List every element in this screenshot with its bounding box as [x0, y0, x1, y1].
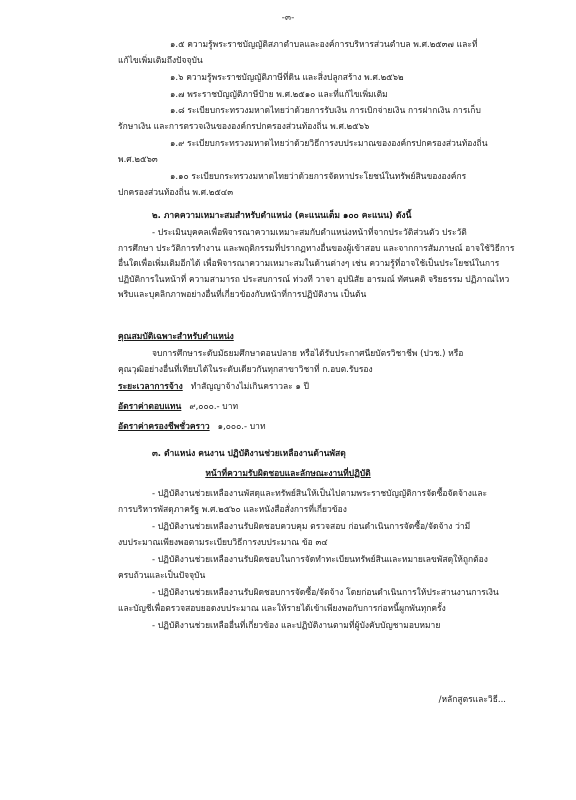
section-2-body	[118, 226, 518, 304]
qualifications-label: คุณสมบัติเฉพาะสำหรับตำแหน่ง	[118, 332, 234, 342]
section-2-heading-text: ๒. ภาคความเหมาะสมสำหรับตำแหน่ง (คะแนนเต็ม ๑๐๐ คะแนน) ดังนี้	[152, 211, 412, 221]
duty-item-continuation: งบประมาณเพียงพอตามระเบียบวิธีการงบประมาณ ข้อ ๓๔	[118, 537, 328, 548]
qualifications-body-first: จบการศึกษาระดับมัธยมศึกษาตอนปลาย หรือได้รับประกาศนียบัตรวิชาชีพ (ปวช.) หรือ	[152, 349, 464, 359]
duty-item-text: - ปฏิบัติงานช่วยเหลืองานรับผิดชอบการจัดซื้อ/จัดจ้าง โดยก่อนดำเนินการให้ประสานงานการเงิน	[152, 588, 499, 598]
contract-value: ทำสัญญาจ้างไม่เกินคราวละ ๑ ปี	[190, 382, 309, 392]
duty-item-continuation: ครบถ้วนและเป็นปัจจุบัน	[118, 570, 206, 581]
list-item-1-5	[118, 38, 518, 69]
duty-item-continuation: และบัญชีเพื่อตรวจสอบยอดงบประมาณ และให้รายได้เข้าเพียงพอกับการก่อหนี้ผูกพันทุกครั้ง	[118, 603, 446, 614]
list-item-continuation: แก้ไขเพิ่มเติมถึงปัจจุบัน	[118, 55, 203, 66]
duty-item-text: - ปฏิบัติงานช่วยเหลืองานรับผิดชอบควบคุม ตรวจสอบ ก่อนดำเนินการจัดซื้อ/จัดจ้าง ว่ามี	[152, 522, 471, 532]
list-item-continuation: พ.ศ.๒๕๖๓	[118, 154, 158, 165]
allowance-label: อัตราค่าครองชีพชั่วคราว	[118, 422, 210, 432]
section-2-body-first: - ประเมินบุคคลเพื่อพิจารณาความเหมาะสมกับตำแหน่งหน้าที่จากประวัติส่วนตัว ประวัติ	[152, 228, 467, 238]
position-3-heading: ๓. ตำแหน่ง คนงาน ปฏิบัติงานช่วยเหลืองานด้านพัสดุ	[152, 449, 346, 459]
duty-item-text: - ปฏิบัติงานช่วยเหลืออื่นที่เกี่ยวข้อง และปฏิบัติงานตามที่ผู้บังคับบัญชามอบหมาย	[152, 621, 441, 631]
duty-item-1	[118, 487, 518, 518]
section-2-body-rest: การศึกษา ประวัติการทำงาน และพฤติกรรมที่ปรากฏทางอื่นของผู้เข้าสอบ และจากการสัมภาษณ์ อาจใช้วิธีการอื่นใดเพื่อเพิ่มเติมอีกได้ เพื่อพิจารณาความเหมาะสมในด้านต่างๆ เช่น ความรู้ที่อาจใช้เป็นประโยชน์ในการปฏิบัติการในหน้าที่ ความสามารถ ประสบการณ์ ท่วงที วาจา อุปนิสัย อารมณ์ ทัศนคติ จริยธรรม ปฏิภาณไหวพริบและบุคลิกภาพอย่างอื่นที่เกี่ยวข้องกับหน้าที่การปฏิบัติงาน เป็นต้น	[118, 243, 515, 300]
list-item-text: ๑.๕ ความรู้พระราชบัญญัติสภาตำบลและองค์การบริหารส่วนตำบล พ.ศ.๒๕๓๗ และที่	[170, 40, 478, 50]
list-item-1-7	[118, 88, 518, 104]
list-item-text: ๑.๙ ระเบียบกระทรวงมหาดไทยว่าด้วยวิธีการงบประมาณขององค์กรปกครองส่วนท้องถิ่น	[170, 139, 488, 149]
duty-item-text: - ปฏิบัติงานช่วยเหลืองานรับผิดชอบในการจัดทำทะเบียนทรัพย์สินและหมายเลขพัสดุให้ถูกต้อง	[152, 555, 488, 565]
duty-item-continuation: การบริหารพัสดุภาครัฐ พ.ศ.๒๕๖๐ และหนังสือสั่งการที่เกี่ยวข้อง	[118, 504, 347, 515]
list-item-text: ๑.๗ พระราชบัญญัติภาษีป้าย พ.ศ.๒๕๑๐ และที่แก้ไขเพิ่มเติม	[170, 90, 388, 100]
salary-row	[118, 400, 238, 415]
list-item-1-9	[118, 137, 518, 168]
list-item-text: ๑.๘ ระเบียบกระทรวงมหาดไทยว่าด้วยการรับเงิน การเบิกจ่ายเงิน การฝากเงิน การเก็บ	[170, 106, 481, 116]
duty-item-5	[118, 619, 518, 635]
list-item-text: ๑.๑๐ ระเบียบกระทรวงมหาดไทยว่าด้วยการจัดหาประโยชน์ในทรัพย์สินขององค์กร	[170, 172, 467, 182]
section-2-heading	[118, 209, 518, 225]
list-item-continuation: รักษาเงิน และการตรวจเงินขององค์กรปกครองส่วนท้องถิ่น พ.ศ.๒๕๖๖	[118, 121, 370, 132]
list-item-text: ๑.๖ ความรู้พระราชบัญญัติภาษีที่ดิน และสิ่งปลูกสร้าง พ.ศ.๒๕๖๒	[170, 73, 404, 83]
allowance-value: ๑,๐๐๐.- บาท	[217, 422, 266, 432]
contract-label: ระยะเวลาการจ้าง	[118, 382, 183, 392]
duty-item-text: - ปฏิบัติงานช่วยเหลืองานพัสดุและทรัพย์สินให้เป็นไปตามพระราชบัญญัติการจัดซื้อจัดจ้างและ	[152, 489, 488, 499]
salary-label: อัตราค่าตอบแทน	[118, 402, 182, 412]
salary-value: ๙,๐๐๐.- บาท	[189, 402, 239, 412]
list-item-1-10	[118, 170, 518, 201]
list-item-1-8	[118, 104, 518, 135]
duty-item-2	[118, 520, 518, 551]
contract-row	[118, 380, 309, 395]
duties-heading: หน้าที่ความรับผิดชอบและลักษณะงานที่ปฏิบัติ	[205, 469, 371, 479]
continuation-footer: /หลักสูตรและวิธี...	[438, 695, 506, 705]
list-item-1-6	[118, 71, 518, 87]
qualifications-body	[118, 347, 518, 378]
duty-item-3	[118, 553, 518, 584]
duty-item-4	[118, 586, 518, 617]
list-item-continuation: ปกครองส่วนท้องถิ่น พ.ศ.๒๕๔๓	[118, 187, 234, 198]
allowance-row	[118, 420, 266, 435]
page-number: -๓-	[281, 13, 295, 23]
qualifications-body-rest: คุณวุฒิอย่างอื่นที่เทียบได้ในระดับเดียวกันทุกสาขาวิชาที่ ก.อบต.รับรอง	[118, 364, 373, 375]
